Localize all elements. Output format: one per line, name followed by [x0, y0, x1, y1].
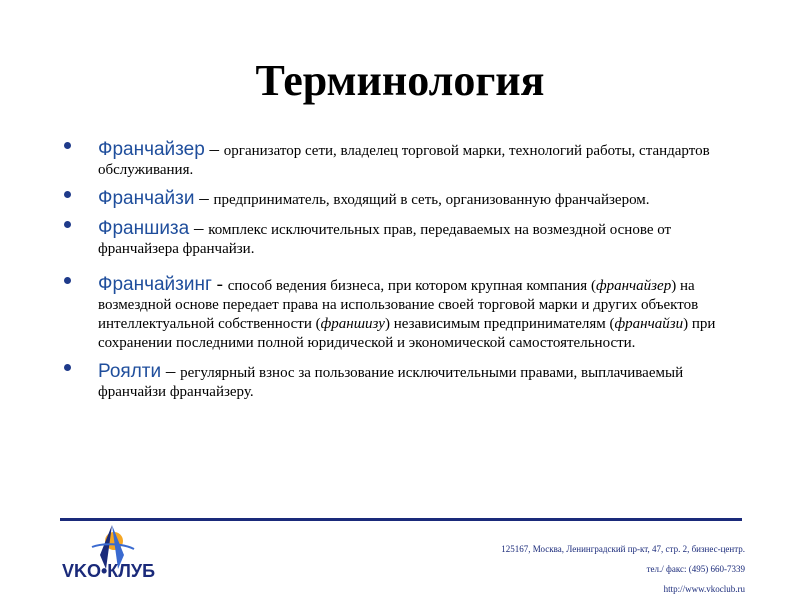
list-item	[64, 362, 744, 402]
footer-phone: тел./ факс: (495) 660-7339	[646, 564, 745, 574]
definition-text: способ ведения бизнеса, при котором крупная компания (	[227, 278, 596, 294]
definition-italic: франшизу	[320, 316, 385, 332]
definition-italic: франчайзер	[595, 278, 672, 294]
list-item	[64, 275, 744, 353]
term-dash: –	[161, 361, 181, 382]
term-label: Франшиза	[98, 218, 190, 239]
definition-text: ) на возмездной основе передает права на использование своей торговой марки и других объектов интеллектуальной собственности (	[98, 278, 699, 332]
slide-title: Терминология	[255, 56, 545, 105]
term-dash: -	[211, 274, 228, 295]
logo-wordmark: VKO•КЛУБ	[62, 561, 156, 581]
term-label: Роялти	[98, 361, 162, 382]
definition-text: ) при сохранении последними полной юридической и экономической самостоятельности.	[98, 316, 716, 351]
footer-url[interactable]: http://www.vkoclub.ru	[663, 584, 745, 594]
term-label: Франчайзи	[98, 188, 195, 209]
company-logo	[62, 525, 172, 585]
term-label: Франчайзер	[98, 139, 205, 160]
term-definition: комплекс исключительных прав, передаваемых на возмездной основе от франчайзера франчайзи.	[98, 222, 672, 257]
terms-list	[64, 140, 744, 411]
list-item	[64, 189, 744, 210]
definition-italic: франчайзи	[614, 316, 684, 332]
bullet-icon	[64, 142, 71, 149]
bullet-icon	[64, 221, 71, 228]
definition-text: ) независимым предпринимателям (	[384, 316, 615, 332]
term-dash: –	[189, 218, 209, 239]
bullet-icon	[64, 191, 71, 198]
footer-divider	[60, 518, 742, 521]
term-definition: регулярный взнос за пользование исключительными правами, выплачиваемый франчайзи франчайзеру.	[98, 365, 684, 400]
term-dash: –	[204, 139, 224, 160]
footer-contacts	[501, 539, 745, 599]
footer-address: 125167, Москва, Ленинградский пр-кт, 47, стр. 2, бизнес-центр.	[501, 544, 745, 554]
term-definition: предприниматель, входящий в сеть, организованную франчайзером.	[213, 192, 650, 208]
list-item	[64, 219, 744, 259]
bullet-icon	[64, 277, 71, 284]
list-item	[64, 140, 744, 180]
term-definition: организатор сети, владелец торговой марки, технологий работы, стандартов обслуживания.	[98, 143, 710, 178]
term-label: Франчайзинг	[98, 274, 212, 295]
term-dash: –	[194, 188, 214, 209]
bullet-icon	[64, 364, 71, 371]
